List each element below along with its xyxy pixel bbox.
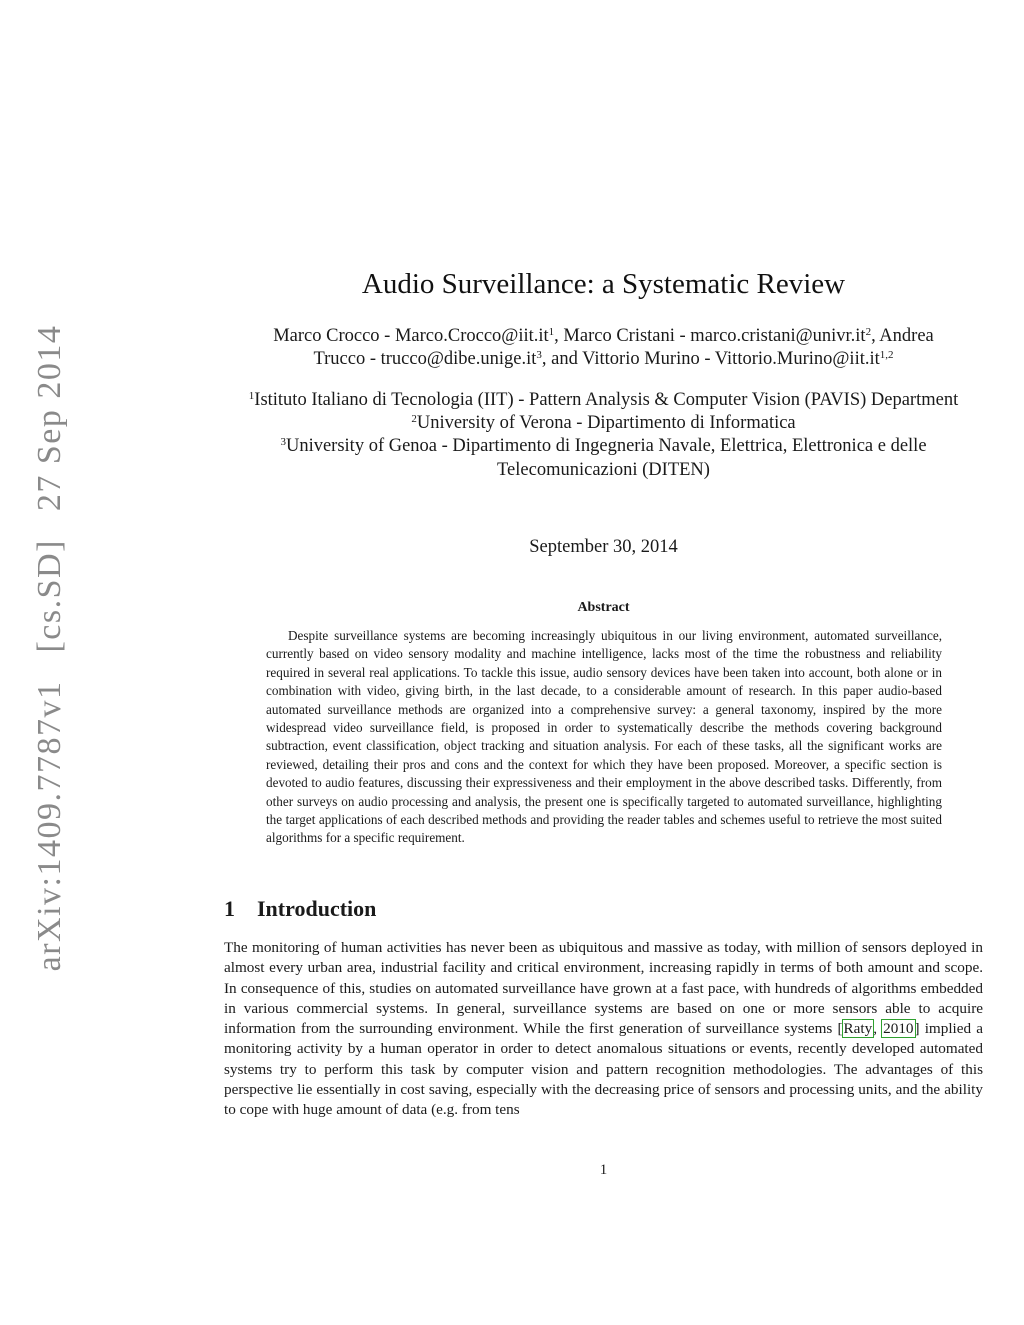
arxiv-id: arXiv:1409.7787v1 [31,680,68,972]
arxiv-category: [cs.SD] [31,539,68,653]
section-title: Introduction [257,896,377,921]
arxiv-date: 27 Sep 2014 [31,324,68,512]
section-heading-introduction [224,896,376,922]
author-list [224,325,983,370]
affiliation-genoa: $^3$University of Genoa - Dipartimento di Ingegneria Navale, Elettrica, Elettronica e delle Telecomunicazioni (DITEN) [280,436,927,480]
author-line-2: Trucco - $trucco@dibe.unige.it^3$, and Vittorio Murino - Vittorio.Murino@iit.it$^{1,2}$ [313,348,894,369]
arxiv-identifier-stamp [31,316,69,981]
paper-title: Audio Surveillance: a Systematic Review [361,268,846,300]
affiliation-list [224,389,983,482]
abstract-text: Despite surveillance systems are becoming increasingly ubiquitous in our living environment, automated surveillance, currently based on video sensory modality and machine intelligence, lacks most of the time the robustness and reliability required in several real applications. To tackle this issue, audio sensory devices have been taken into account, both alone or in combination with video, giving birth, in the last decade, to a considerable amount of research. In this paper audio-based automated surveillance methods are organized into a comprehensive survey: a general taxonomy, inspired by the more widespread video surveillance field, is proposed in order to systematically describe the methods covering background subtraction, event classification, object tracking and situation analysis. For each of these tasks, all the significant works are reviewed, detailing their pros and cons and the context for which they have been proposed. Moreover, a specific section is devoted to audio features, discussing their expressiveness and their employment in the above described tasks. Differently, from other surveys on audio processing and analysis, the present one is specifically targeted to automated surveillance, highlighting the target applications of each described methods and providing the reader tables and schemes useful to retrieve the most suited algorithms for a specific requirement. [266,628,942,846]
introduction-paragraph: The monitoring of human activities has never been as ubiquitous and massive as today, with million of sensors deployed in almost every urban area, industrial facility and critical environment, increasing rapidly in terms of both amount and scope. In consequence of this, studies on automated surveillance have grown at a fast pace, with hundreds of algorithms embedded in various commercial systems. In general, surveillance systems are based on one or more sensors able to acquire information from the surrounding environment. While the first generation of surveillance systems [Raty, 2010] implied a monitoring activity by a human operator in order to detect anomalous situations or events, recently developed automated systems try to perform this task by computer vision and pattern recognition methodologies. The advantages of this perspective lie essentially in cost saving, especially with the decreasing price of sensors and processing units, and the ability to cope with huge amount of data (e.g. from tens [224,939,983,1119]
section-number: 1 [224,896,235,921]
page-number: 1 [599,1162,608,1178]
abstract-heading: Abstract [577,600,630,615]
author-line-1: Marco Crocco - $Marco.Crocco@iit.it^1$, Marco Cristani - $marco.cristani@univr.it^2$, Andrea [273,326,934,346]
affiliation-verona: $^2$University of Verona - Dipartimento di Informatica [411,413,796,434]
publication-date: September 30, 2014 [529,537,678,557]
citation-link-year[interactable]: 2010 [883,1020,914,1038]
citation-link-author[interactable]: Raty [843,1020,873,1038]
affiliation-iit: $^1$Istituto Italiano di Tecnologia (IIT) - Pattern Analysis & Computer Vision (PAVIS) Department [248,390,959,410]
